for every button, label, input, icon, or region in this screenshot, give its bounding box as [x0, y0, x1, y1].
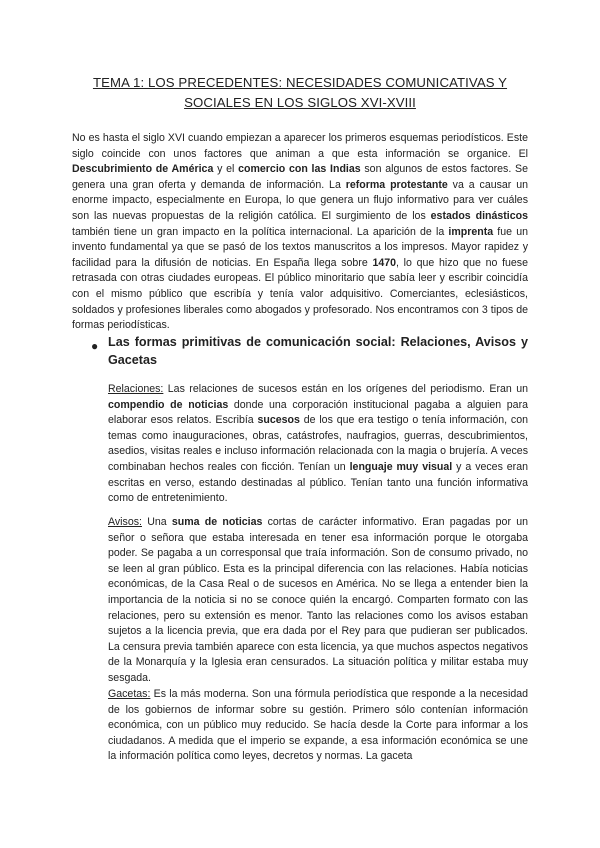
- section-heading: Las formas primitivas de comunicación social: Relaciones, Avisos y Gacetas: [108, 335, 528, 367]
- avisos-bold-term: suma de noticias: [171, 516, 263, 528]
- page-title: [60, 73, 540, 113]
- avisos-text: cortas de carácter informativo. Eran pagadas por un señor o señora que estaba interesada en tener esa información porque le otorgaba poder. Se pagaba a un corresponsal que traía información. Son de consumo privado, no se leen al gran público. Esta es la principal diferencia con las relaciones. Había noticias económicas, de la Casa Real o de sucesos en América. No se llega a entender bien la importancia de la noticia si no se conoce quién la encargó. Comparten formato con las relaciones, pero su extensión es menor. Tanto las relaciones como los avisos estaban sujetos a la licencia previa, que era dada por el Rey para que pudieran ser publicados. La censura previa también aparece con esta licencia, ya que muchos aspectos negativos de la Monarquía y la Iglesia eran censurados. La situación política y militar estaba muy sesgada.: [108, 516, 528, 684]
- intro-text: , lo que hizo que no fuese retrasada con otras ciudades europeas. El público minoritario que sabía leer y escribir coincidía con el mismo público que escribía y tenía valor adquisitivo. Comerciantes, eclesiásticos, soldados y profesiones liberales como abogados y profesorado. Nos encontramos con 3 tipos de formas periodísticas.: [72, 256, 528, 332]
- relaciones-text: donde una corporación institucional pagaba a alguien para elaborar esos relatos. Escribía: [108, 398, 528, 427]
- relaciones-text: y a veces eran escritas en verso, estando destinadas al público. Tenían tanto una función informativa como de entretenimiento.: [108, 460, 528, 505]
- relaciones-bold-term: compendio de noticias: [108, 398, 229, 411]
- intro-text: también tiene un gran impacto en la política internacional. La aparición de la: [72, 225, 449, 238]
- intro-text: son algunos de estos factores. Se genera una gran oferta y demanda de información. La: [72, 163, 528, 191]
- intro-bold-term: imprenta: [448, 225, 494, 238]
- intro-bold-term: reforma protestante: [345, 178, 448, 191]
- relaciones-text: Las relaciones de sucesos están en los orígenes del periodismo. Eran un: [163, 383, 528, 395]
- intro-text: y el: [213, 163, 239, 176]
- relaciones-paragraph: [108, 382, 528, 507]
- relaciones-text: de los que era testigo o tenía información, con temas como inauguraciones, obras, catástrofes, naufragios, guerras, descubrimientos, asedios, visitas reales e incluso información relacionada con la magia o brujería. A veces combinaban hechos reales con ficción. Tenían un: [108, 414, 529, 473]
- avisos-label: Avisos:: [108, 516, 142, 528]
- intro-text: fue un invento fundamental ya que se pasó de los textos manuscritos a los impresos. Mayor rapidez y facilidad para la difusión de noticias. En España llega sobre: [72, 225, 528, 269]
- avisos-text: Una: [141, 516, 172, 528]
- intro-bold-term: Descubrimiento de América: [72, 163, 214, 176]
- intro-bold-term: estados dinásticos: [430, 209, 528, 222]
- intro-bold-term: 1470: [372, 256, 397, 269]
- gacetas-label: Gacetas:: [108, 688, 151, 700]
- intro-bold-term: comercio con las Indias: [238, 163, 361, 176]
- title-line-1: TEMA 1: LOS PRECEDENTES: NECESIDADES COMUNICATIVAS Y: [92, 75, 508, 90]
- bullet-icon: ●: [91, 339, 99, 353]
- gacetas-paragraph: [108, 687, 528, 765]
- gacetas-text: Es la más moderna. Son una fórmula periodística que responde a la necesidad de los gobiernos de informar sobre su gestión. Primero sólo contenían información económica, con un público muy reducido. Se hacía desde la Corte para informar a los ciudadanos. A medida que el imperio se expande, a esa información económica se une la información política como leyes, decretos y normas. La gaceta: [108, 688, 528, 763]
- relaciones-bold-term: sucesos: [257, 414, 300, 427]
- relaciones-label: Relaciones:: [108, 383, 164, 395]
- relaciones-bold-term: lenguaje muy visual: [349, 460, 453, 473]
- intro-paragraph: [72, 131, 528, 334]
- intro-text: No es hasta el siglo XVI cuando empiezan a aparecer los primeros esquemas periodísticos. Este siglo coincide con unos factores que animan a que esta información se organice. El: [72, 132, 528, 160]
- title-line-2: SOCIALES EN LOS SIGLOS XVI-XVIII: [184, 95, 416, 110]
- intro-text: va a causar un enorme impacto, especialmente en Europa, lo que genera un flujo informativo para ver cuáles son las nuevas propuestas de la religión católica. El surgimiento de los: [72, 178, 528, 222]
- avisos-paragraph: [108, 515, 528, 687]
